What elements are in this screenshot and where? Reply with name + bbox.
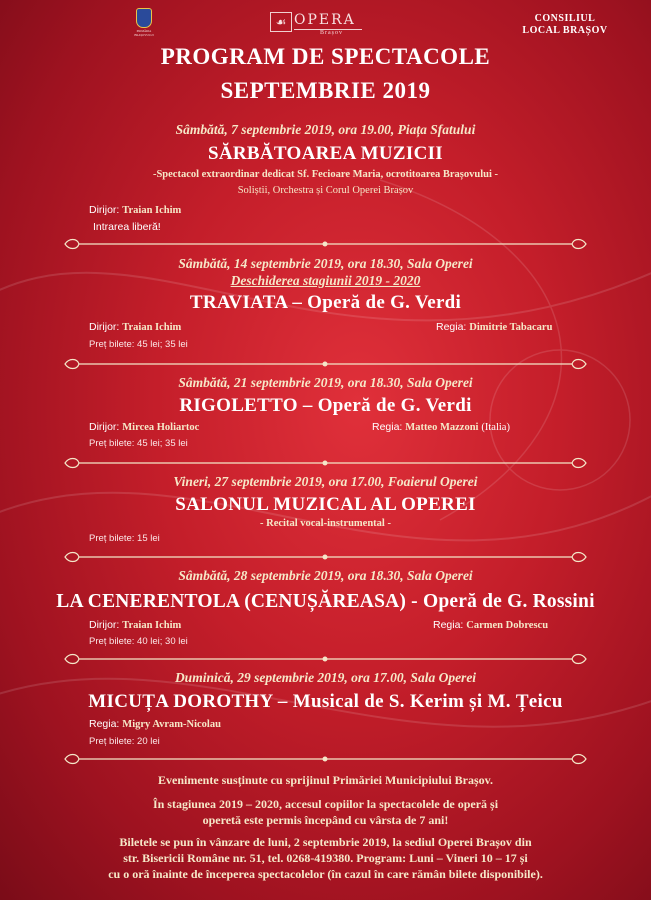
event-1-subtitle: -Spectacol extraordinar dedicat Sf. Fecioare Maria, ocrotitoarea Brașovului -: [152, 169, 499, 180]
footer-children-1: În stagiunea 2019 – 2020, accesul copiilor la spectacolele de operă și: [152, 797, 499, 811]
event-1-performers: Soliștii, Orchestra și Corul Operei Brașov: [237, 185, 414, 196]
event-1-note: Intrarea liberă!: [93, 221, 161, 233]
event-2-date: Sâmbătă, 14 septembrie 2019, ora 18.30, Sala Operei: [178, 256, 473, 271]
crest-caption: PRIMĂRIA BRAȘOVULUI: [134, 29, 154, 37]
event-1-title: SĂRBĂTOAREA MUZICII: [208, 143, 443, 164]
event-3-price: Preț bilete: 45 lei; 35 lei: [89, 438, 188, 449]
event-1-conductor: Dirijor: Traian Ichim: [89, 204, 182, 216]
event-2-price: Preț bilete: 45 lei; 35 lei: [89, 339, 188, 350]
event-6-price: Preț bilete: 20 lei: [89, 736, 160, 747]
event-3-title: RIGOLETTO – Operă de G. Verdi: [179, 395, 472, 416]
event-5-director: Regia: Carmen Dobrescu: [433, 619, 549, 631]
section-divider: [63, 550, 588, 564]
event-6-title: MICUȚA DOROTHY – Musical de S. Kerim și M. Țeicu: [88, 691, 563, 712]
footer-children-2: operetă este permis începând cu vârsta de 7 ani!: [202, 813, 449, 827]
event-2-conductor: Dirijor: Traian Ichim: [89, 321, 182, 333]
section-divider: [63, 752, 588, 766]
event-2-title: TRAVIATA – Operă de G. Verdi: [189, 292, 462, 313]
footer-tickets-1: Biletele se pun în vânzare de luni, 2 septembrie 2019, la sediul Operei Brașov din: [119, 835, 532, 849]
event-5-date: Sâmbătă, 28 septembrie 2019, ora 18.30, Sala Operei: [178, 568, 473, 583]
section-divider: [63, 652, 588, 666]
event-6-date: Duminică, 29 septembrie 2019, ora 17.00, Sala Operei: [174, 670, 477, 685]
opera-logo-icon: ☙: [270, 12, 292, 32]
section-divider: [63, 456, 588, 470]
event-2-season-opening: Deschiderea stagiunii 2019 - 2020: [230, 273, 421, 288]
event-6-director: Regia: Migry Avram-Nicolau: [89, 718, 221, 730]
event-4-subtitle: - Recital vocal-instrumental -: [260, 518, 391, 529]
section-divider: [63, 357, 588, 371]
page-subtitle: SEPTEMBRIE 2019: [220, 78, 431, 103]
section-divider: [63, 237, 588, 251]
event-4-price: Preț bilete: 15 lei: [89, 533, 160, 544]
footer-tickets-2: str. Bisericii Române nr. 51, tel. 0268-419380. Program: Luni – Vineri 10 – 17 și: [123, 851, 528, 865]
event-5-conductor: Dirijor: Traian Ichim: [89, 619, 182, 631]
event-3-date: Sâmbătă, 21 septembrie 2019, ora 18.30, Sala Operei: [178, 375, 473, 390]
council-line-1: CONSILIUL: [534, 13, 596, 24]
event-1-date: Sâmbătă, 7 septembrie 2019, ora 19.00, Piața Sfatului: [175, 122, 476, 137]
event-3-director: Regia: Matteo Mazzoni (Italia): [372, 421, 510, 433]
event-4-date: Vineri, 27 septembrie 2019, ora 17.00, Foaierul Operei: [173, 474, 478, 489]
page-title: PROGRAM DE SPECTACOLE: [160, 44, 491, 69]
council-line-2: LOCAL BRAȘOV: [522, 25, 608, 36]
footer-tickets-3: cu o oră înainte de începerea spectacolelor (în cazul în care rămân bilete disponibile).: [108, 867, 543, 881]
event-2-director: Regia: Dimitrie Tabacaru: [436, 321, 553, 333]
event-5-price: Preț bilete: 40 lei; 30 lei: [89, 636, 188, 647]
footer-support: Evenimente susținute cu sprijinul Primăriei Municipiului Brașov.: [157, 773, 494, 787]
event-5-title: LA CENERENTOLA (CENUȘĂREASA) - Operă de G. Rossini: [56, 591, 595, 612]
event-3-conductor: Dirijor: Mircea Holiartoc: [89, 421, 200, 433]
city-crest-icon: [136, 8, 152, 28]
event-4-title: SALONUL MUZICAL AL OPEREI: [175, 494, 476, 515]
opera-logo-name: OPERA: [294, 12, 356, 28]
opera-logo-city: Brașov: [320, 30, 343, 36]
